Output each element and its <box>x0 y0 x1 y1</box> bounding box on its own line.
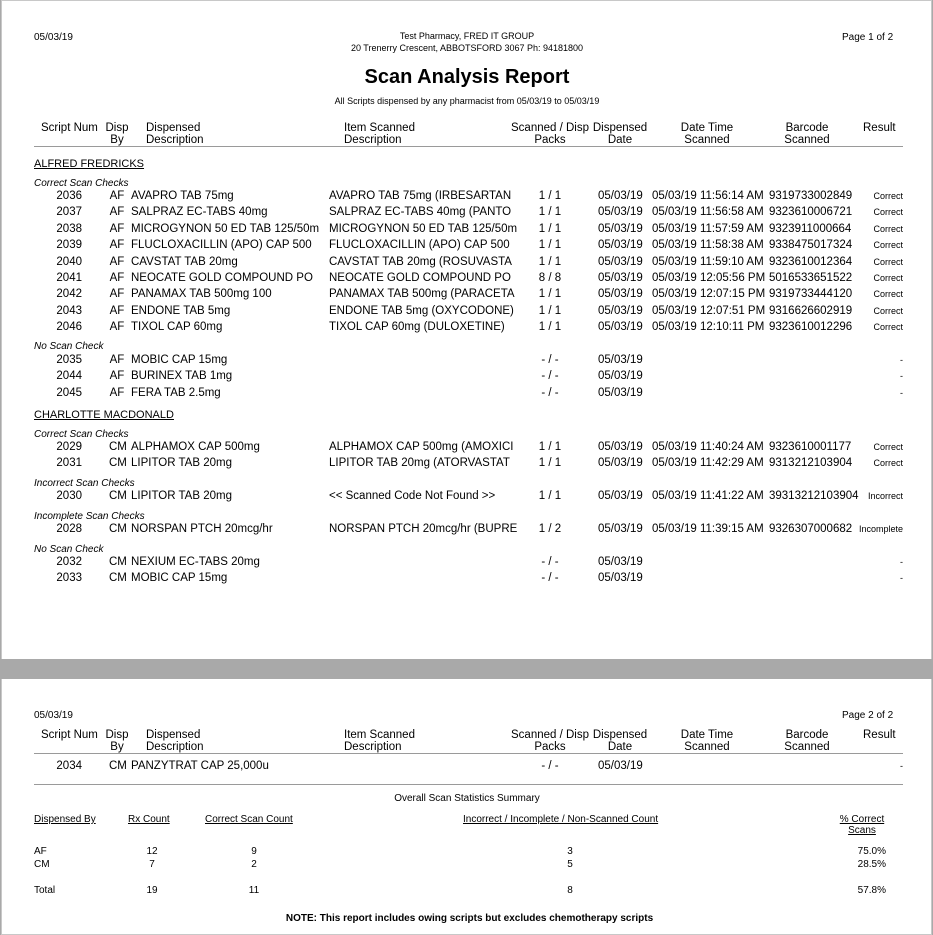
cell-dispensed-date: 05/03/19 <box>598 760 643 772</box>
cell-result: Correct <box>873 289 903 300</box>
cell-scanned-packs: - / - <box>541 386 559 399</box>
cell-dispensed-desc: LIPITOR TAB 20mg <box>131 490 232 502</box>
cell-date-time-scanned: 05/03/19 11:56:14 AM <box>652 190 764 202</box>
cell-result: Correct <box>873 240 903 251</box>
table-row <box>2 206 931 222</box>
cell-barcode-scanned: 9338475017324 <box>769 239 853 252</box>
cell-disp-by: AF <box>109 206 125 219</box>
col-barcode: Barcode Scanned <box>784 729 830 753</box>
table-row <box>2 354 931 370</box>
cell-result: Correct <box>873 273 903 283</box>
cell-dispensed-desc: PANAMAX TAB 500mg 100 <box>131 288 272 301</box>
cell-disp-by: CM <box>109 760 127 772</box>
cell-script-num: 2040 <box>56 255 82 268</box>
table-row <box>2 387 931 403</box>
cell-date-time-scanned: 05/03/19 11:57:59 AM <box>652 222 764 235</box>
col-dispensed-date: Dispensed Date <box>592 122 648 146</box>
page-number: Page 1 of 2 <box>842 32 894 43</box>
cell-disp-by: AF <box>109 386 125 399</box>
section-label: Incomplete Scan Checks <box>34 511 145 522</box>
cell-scanned-packs: 1 / 1 <box>538 222 562 235</box>
cell-result: Correct <box>873 207 903 218</box>
cell-item-scanned-desc: FLUCLOXACILLIN (APO) CAP 500 <box>329 239 510 252</box>
summary-divider <box>34 784 903 785</box>
cell-barcode-scanned: 9323610012364 <box>769 255 853 268</box>
cell-disp-by: CM <box>109 441 127 453</box>
report-page-2 <box>1 679 932 935</box>
cell-item-scanned-desc: TIXOL CAP 60mg (DULOXETINE) <box>329 321 505 334</box>
cell-item-scanned-desc: NORSPAN PTCH 20mcg/hr (BUPRE <box>329 523 518 535</box>
cell-date-time-scanned: 05/03/19 11:42:29 AM <box>652 457 764 470</box>
cell-disp-by: AF <box>109 354 125 366</box>
summary-correct-count: 2 <box>251 859 257 870</box>
cell-item-scanned-desc: PANAMAX TAB 500mg (PARACETA <box>329 288 515 301</box>
cell-scanned-packs: 1 / 1 <box>538 321 562 334</box>
cell-date-time-scanned: 05/03/19 11:39:15 AM <box>652 523 764 535</box>
cell-disp-by: AF <box>109 304 125 317</box>
cell-dispensed-date: 05/03/19 <box>598 190 643 202</box>
cell-dispensed-desc: PANZYTRAT CAP 25,000u <box>131 760 269 772</box>
table-row <box>2 239 931 255</box>
cell-barcode-scanned: 9313212103904 <box>769 457 853 470</box>
table-row <box>2 288 931 304</box>
cell-result: Incorrect <box>867 491 903 501</box>
col-result: Result <box>863 122 896 134</box>
cell-dispensed-date: 05/03/19 <box>598 457 643 470</box>
pharmacist-name: CHARLOTTE MACDONALD <box>34 409 174 421</box>
col-dispensed-desc: Dispensed Description <box>146 122 204 146</box>
report-note: NOTE: This report includes owing scripts but excludes chemotherapy scripts <box>285 913 654 924</box>
cell-disp-by: AF <box>109 321 125 334</box>
cell-script-num: 2036 <box>56 190 82 202</box>
section-label: Incorrect Scan Checks <box>34 478 135 489</box>
cell-item-scanned-desc: NEOCATE GOLD COMPOUND PO <box>329 272 511 284</box>
cell-script-num: 2038 <box>56 222 82 235</box>
cell-dispensed-desc: BURINEX TAB 1mg <box>131 370 233 383</box>
cell-script-num: 2028 <box>56 523 82 535</box>
cell-date-time-scanned: 05/03/19 11:58:38 AM <box>652 239 764 252</box>
cell-dispensed-desc: ALPHAMOX CAP 500mg <box>131 441 260 453</box>
cell-result: Correct <box>873 191 903 201</box>
cell-date-time-scanned: 05/03/19 12:07:15 PM <box>652 288 766 301</box>
col-dispensed-desc: Dispensed Description <box>146 729 204 753</box>
col-script-num: Script Num <box>41 122 98 134</box>
cell-item-scanned-desc: MICROGYNON 50 ED TAB 125/50m <box>329 222 518 235</box>
cell-script-num: 2034 <box>56 760 82 772</box>
cell-barcode-scanned: 9323610006721 <box>769 206 853 219</box>
cell-scanned-packs: 1 / 1 <box>538 255 562 268</box>
cell-dispensed-desc: NORSPAN PTCH 20mcg/hr <box>131 523 273 535</box>
cell-result: Incomplete <box>858 524 903 534</box>
cell-dispensed-desc: NEXIUM EC-TABS 20mg <box>131 556 260 568</box>
summary-pct: 75.0% <box>857 846 886 857</box>
summary-col-pct-correct: % Correct Scans <box>839 814 885 836</box>
summary-rx-count: 7 <box>149 859 155 870</box>
cell-dispensed-date: 05/03/19 <box>598 288 643 301</box>
summary-rx-count: 19 <box>146 885 158 896</box>
table-row <box>2 556 931 572</box>
table-row <box>2 441 931 457</box>
col-packs: Scanned / Disp Packs <box>511 122 589 146</box>
cell-result: Correct <box>873 223 903 234</box>
summary-correct-count: 11 <box>248 885 260 896</box>
cell-dispensed-date: 05/03/19 <box>598 556 643 568</box>
cell-result: Correct <box>873 256 903 267</box>
summary-dispensed-by: AF <box>34 846 47 857</box>
cell-result: - <box>900 573 903 584</box>
cell-date-time-scanned: 05/03/19 11:59:10 AM <box>652 255 764 268</box>
cell-disp-by: AF <box>109 272 125 284</box>
col-item-scanned: Item Scanned Description <box>344 729 415 753</box>
cell-script-num: 2037 <box>56 206 82 219</box>
col-date-time: Date Time Scanned <box>680 122 734 146</box>
cell-script-num: 2041 <box>56 272 82 284</box>
cell-dispensed-desc: SALPRAZ EC-TABS 40mg <box>131 206 268 219</box>
col-date-time: Date Time Scanned <box>680 729 734 753</box>
cell-dispensed-desc: TIXOL CAP 60mg <box>131 321 223 334</box>
table-row <box>2 190 931 206</box>
cell-script-num: 2033 <box>56 572 82 585</box>
summary-total-label: Total <box>34 885 56 896</box>
table-row <box>2 256 931 272</box>
report-date: 05/03/19 <box>34 710 73 721</box>
table-row <box>2 760 931 776</box>
cell-dispensed-desc: ENDONE TAB 5mg <box>131 304 231 317</box>
cell-dispensed-date: 05/03/19 <box>598 370 643 383</box>
pharmacist-name: ALFRED FREDRICKS <box>34 158 145 170</box>
cell-item-scanned-desc: << Scanned Code Not Found >> <box>329 490 496 502</box>
summary-col-dispensed-by: Dispensed By <box>34 814 96 825</box>
cell-dispensed-desc: MOBIC CAP 15mg <box>131 354 228 366</box>
cell-dispensed-date: 05/03/19 <box>598 354 643 366</box>
cell-date-time-scanned: 05/03/19 12:07:51 PM <box>652 304 766 317</box>
cell-barcode-scanned: 9323610012296 <box>769 321 853 334</box>
report-date: 05/03/19 <box>34 32 73 43</box>
cell-scanned-packs: 8 / 8 <box>538 272 562 284</box>
table-row <box>2 523 931 539</box>
cell-dispensed-date: 05/03/19 <box>598 239 643 252</box>
col-result: Result <box>863 729 896 741</box>
cell-script-num: 2045 <box>56 386 82 399</box>
cell-date-time-scanned: 05/03/19 12:05:56 PM <box>652 272 766 284</box>
cell-disp-by: AF <box>109 370 125 383</box>
cell-dispensed-desc: MOBIC CAP 15mg <box>131 572 228 585</box>
report-title: Scan Analysis Report <box>364 66 570 88</box>
cell-script-num: 2044 <box>56 370 82 383</box>
page-number: Page 2 of 2 <box>842 710 894 721</box>
cell-barcode-scanned: 9323610001177 <box>769 441 852 453</box>
cell-scanned-packs: - / - <box>541 760 559 772</box>
cell-scanned-packs: 1 / 1 <box>538 206 562 219</box>
cell-barcode-scanned: 9323911000664 <box>769 222 852 235</box>
pharmacy-address: 20 Trenerry Crescent, ABBOTSFORD 3067 Ph: 94181800 <box>350 43 584 53</box>
cell-dispensed-date: 05/03/19 <box>598 222 643 235</box>
header-divider <box>34 146 903 147</box>
cell-date-time-scanned: 05/03/19 11:56:58 AM <box>652 206 764 219</box>
cell-disp-by: AF <box>109 239 125 252</box>
cell-dispensed-desc: MICROGYNON 50 ED TAB 125/50m <box>131 222 320 235</box>
col-barcode: Barcode Scanned <box>784 122 830 146</box>
summary-col-correct: Correct Scan Count <box>205 814 293 825</box>
cell-scanned-packs: 1 / 2 <box>538 523 562 535</box>
table-row <box>2 223 931 239</box>
cell-script-num: 2029 <box>56 441 82 453</box>
cell-scanned-packs: 1 / 1 <box>538 190 562 202</box>
cell-scanned-packs: 1 / 1 <box>538 490 562 502</box>
summary-other-count: 8 <box>567 885 573 896</box>
cell-disp-by: AF <box>109 222 125 235</box>
table-row <box>2 370 931 386</box>
col-packs: Scanned / Disp Packs <box>511 729 589 753</box>
cell-item-scanned-desc: LIPITOR TAB 20mg (ATORVASTAT <box>329 457 510 470</box>
cell-barcode-scanned: 9319733444120 <box>769 288 853 301</box>
cell-dispensed-desc: AVAPRO TAB 75mg <box>131 190 234 202</box>
cell-dispensed-date: 05/03/19 <box>598 523 643 535</box>
cell-disp-by: CM <box>109 572 127 585</box>
cell-scanned-packs: - / - <box>541 354 559 366</box>
cell-script-num: 2039 <box>56 239 82 252</box>
cell-disp-by: CM <box>109 490 127 502</box>
cell-disp-by: CM <box>109 457 127 470</box>
summary-col-incorrect: Incorrect / Incomplete / Non-Scanned Count <box>463 814 659 825</box>
cell-result: Correct <box>873 305 903 316</box>
cell-dispensed-desc: CAVSTAT TAB 20mg <box>131 255 238 268</box>
cell-item-scanned-desc: ALPHAMOX CAP 500mg (AMOXICI <box>329 441 514 453</box>
cell-disp-by: AF <box>109 255 125 268</box>
cell-dispensed-date: 05/03/19 <box>598 321 643 334</box>
cell-dispensed-date: 05/03/19 <box>598 272 643 284</box>
header-divider <box>34 753 903 754</box>
summary-dispensed-by: CM <box>34 859 50 870</box>
cell-script-num: 2043 <box>56 304 82 317</box>
cell-scanned-packs: 1 / 1 <box>538 457 562 470</box>
cell-disp-by: AF <box>109 288 125 301</box>
cell-barcode-scanned: 5016533651522 <box>769 272 853 284</box>
cell-scanned-packs: - / - <box>541 556 559 568</box>
table-row <box>2 457 931 473</box>
cell-script-num: 2035 <box>56 354 82 366</box>
col-item-scanned: Item Scanned Description <box>344 122 415 146</box>
section-label: No Scan Check <box>34 544 104 555</box>
cell-date-time-scanned: 05/03/19 11:40:24 AM <box>652 441 764 453</box>
summary-correct-count: 9 <box>251 846 257 857</box>
summary-rx-count: 12 <box>146 846 158 857</box>
cell-result: - <box>900 557 903 567</box>
cell-dispensed-desc: LIPITOR TAB 20mg <box>131 457 232 470</box>
cell-item-scanned-desc: SALPRAZ EC-TABS 40mg (PANTO <box>329 206 512 219</box>
cell-script-num: 2031 <box>56 457 82 470</box>
cell-scanned-packs: 1 / 1 <box>538 441 562 453</box>
col-disp-by: Disp By <box>105 729 129 753</box>
cell-result: - <box>900 355 903 365</box>
cell-result: Correct <box>873 442 903 452</box>
col-script-num: Script Num <box>41 729 98 741</box>
summary-other-count: 3 <box>567 846 573 857</box>
table-row <box>2 572 931 588</box>
cell-disp-by: AF <box>109 190 125 202</box>
cell-scanned-packs: - / - <box>541 572 559 585</box>
cell-result: Correct <box>873 458 903 469</box>
summary-title: Overall Scan Statistics Summary <box>394 793 540 804</box>
cell-barcode-scanned: 39313212103904 <box>769 490 859 502</box>
cell-dispensed-desc: FERA TAB 2.5mg <box>131 386 221 399</box>
summary-col-rx-count: Rx Count <box>128 814 170 825</box>
cell-scanned-packs: 1 / 1 <box>538 288 562 301</box>
cell-item-scanned-desc: CAVSTAT TAB 20mg (ROSUVASTA <box>329 255 512 268</box>
cell-dispensed-desc: FLUCLOXACILLIN (APO) CAP 500 <box>131 239 312 252</box>
summary-pct: 57.8% <box>857 885 886 896</box>
cell-dispensed-desc: NEOCATE GOLD COMPOUND PO <box>131 272 313 284</box>
cell-date-time-scanned: 05/03/19 11:41:22 AM <box>652 490 764 502</box>
table-row <box>2 305 931 321</box>
pharmacy-name: Test Pharmacy, FRED IT GROUP <box>399 31 535 41</box>
cell-disp-by: CM <box>109 556 127 568</box>
cell-barcode-scanned: 9316626602919 <box>769 304 853 317</box>
cell-barcode-scanned: 9326307000682 <box>769 523 853 535</box>
cell-date-time-scanned: 05/03/19 12:10:11 PM <box>652 321 765 334</box>
summary-other-count: 5 <box>567 859 573 870</box>
cell-script-num: 2032 <box>56 556 82 568</box>
cell-barcode-scanned: 9319733002849 <box>769 190 853 202</box>
cell-dispensed-date: 05/03/19 <box>598 206 643 219</box>
cell-dispensed-date: 05/03/19 <box>598 255 643 268</box>
section-label: Correct Scan Checks <box>34 429 129 440</box>
cell-scanned-packs: 1 / 1 <box>538 239 562 252</box>
cell-item-scanned-desc: AVAPRO TAB 75mg (IRBESARTAN <box>329 190 512 202</box>
table-row <box>2 490 931 506</box>
cell-disp-by: CM <box>109 523 127 535</box>
cell-dispensed-date: 05/03/19 <box>598 304 643 317</box>
summary-pct: 28.5% <box>857 859 886 870</box>
cell-result: - <box>900 387 903 398</box>
report-subtitle: All Scripts dispensed by any pharmacist from 05/03/19 to 05/03/19 <box>334 96 600 106</box>
section-label: No Scan Check <box>34 341 104 352</box>
cell-scanned-packs: - / - <box>541 370 559 383</box>
cell-scanned-packs: 1 / 1 <box>538 304 562 317</box>
cell-script-num: 2030 <box>56 490 82 502</box>
section-label: Correct Scan Checks <box>34 178 129 189</box>
cell-dispensed-date: 05/03/19 <box>598 490 643 502</box>
cell-dispensed-date: 05/03/19 <box>598 441 643 453</box>
col-disp-by: Disp By <box>105 122 129 146</box>
cell-script-num: 2042 <box>56 288 82 301</box>
cell-dispensed-date: 05/03/19 <box>598 386 643 399</box>
cell-dispensed-date: 05/03/19 <box>598 572 643 585</box>
cell-result: Correct <box>873 322 903 333</box>
table-row <box>2 321 931 337</box>
cell-script-num: 2046 <box>56 321 82 334</box>
cell-item-scanned-desc: ENDONE TAB 5mg (OXYCODONE) <box>329 304 514 317</box>
cell-result: - <box>900 371 903 382</box>
cell-result: - <box>900 761 903 771</box>
report-page-1 <box>1 0 932 659</box>
table-row <box>2 272 931 288</box>
col-dispensed-date: Dispensed Date <box>592 729 648 753</box>
